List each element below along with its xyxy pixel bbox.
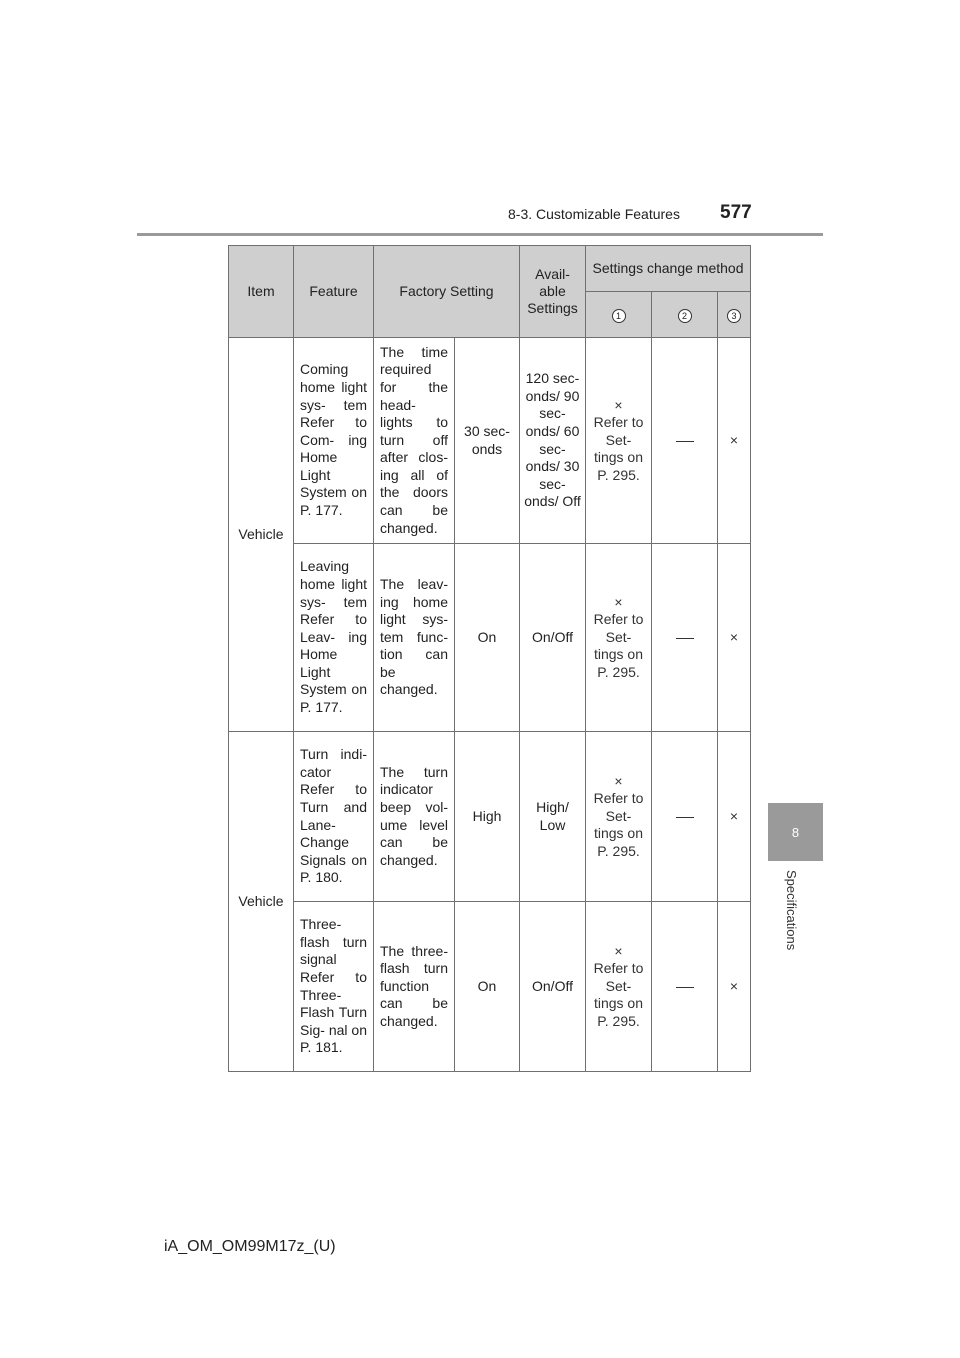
method-3-cell: × [718, 544, 751, 732]
col-header-item: Item [229, 246, 294, 338]
table-row [229, 338, 751, 544]
method-1-cell [586, 732, 652, 902]
method-3-cell: × [718, 732, 751, 902]
feature-name: Leaving home light sys- tem Refer to Leav- ing Home Light System on P. 177. [294, 544, 374, 732]
available-settings: On/Off [520, 902, 586, 1072]
available-settings: High/ Low [520, 732, 586, 902]
item-cell: Vehicle [229, 732, 294, 1072]
col-header-method-1 [586, 292, 652, 338]
dash-icon [676, 817, 694, 818]
chapter-tab[interactable] [768, 803, 823, 861]
col-header-factory-setting: Factory Setting [374, 246, 520, 338]
factory-setting: On [455, 902, 520, 1072]
chapter-label [784, 870, 815, 970]
feature-name: Coming home light sys- tem Refer to Com- ing Home Light System on P. 177. [294, 338, 374, 544]
method-2-cell [652, 902, 718, 1072]
method-3-cell: × [718, 338, 751, 544]
cross-mark-icon: × [614, 593, 623, 610]
dash-icon [676, 441, 694, 442]
cross-mark-icon: × [614, 396, 623, 413]
header-divider [137, 233, 823, 236]
available-settings: 120 sec- onds/ 90 sec- onds/ 60 sec- onds/ 30 sec- onds/ Off [520, 338, 586, 544]
cross-mark-icon: × [614, 942, 623, 959]
method-1-reference: Refer to Set- tings on P. 295. [593, 790, 644, 859]
circled-3-icon: 3 [727, 309, 741, 323]
col-header-settings-change-method: Settings change method [586, 246, 751, 292]
factory-setting: 30 sec- onds [455, 338, 520, 544]
cross-mark-icon: × [614, 772, 623, 789]
factory-setting: High [455, 732, 520, 902]
method-3-cell: × [718, 902, 751, 1072]
chapter-number: 8 [791, 824, 800, 840]
method-2-cell [652, 732, 718, 902]
feature-description: The three- flash turn function can be changed. [374, 902, 455, 1072]
dash-icon [676, 987, 694, 988]
method-1-cell [586, 544, 652, 732]
available-settings: On/Off [520, 544, 586, 732]
factory-setting: On [455, 544, 520, 732]
chapter-title: Specifications [784, 870, 799, 951]
feature-description: The time required for the head- lights to turn off after clos- ing all of the doors can be changed. [374, 338, 455, 544]
feature-description: The leav- ing home light sys- tem func- tion can be changed. [374, 544, 455, 732]
table-row [229, 544, 751, 732]
method-2-cell [652, 544, 718, 732]
method-1-cell [586, 902, 652, 1072]
page-number: 577 [720, 202, 752, 223]
col-header-method-3 [718, 292, 751, 338]
col-header-available-settings: Avail- able Settings [520, 246, 586, 338]
col-header-feature: Feature [294, 246, 374, 338]
circled-1-icon: 1 [612, 309, 626, 323]
method-1-reference: Refer to Set- tings on P. 295. [593, 611, 644, 680]
item-cell: Vehicle [229, 338, 294, 732]
col-header-method-2 [652, 292, 718, 338]
table-row [229, 902, 751, 1072]
customization-table [228, 245, 751, 1072]
feature-name: Three- flash turn signal Refer to Three- Flash Turn Sig- nal on P. 181. [294, 902, 374, 1072]
dash-icon [676, 638, 694, 639]
method-1-reference: Refer to Set- tings on P. 295. [593, 960, 644, 1029]
section-title: 8-3. Customizable Features [508, 206, 680, 222]
feature-name: Turn indi- cator Refer to Turn and Lane- Change Signals on P. 180. [294, 732, 374, 902]
document-code: iA_OM_OM99M17z_(U) [164, 1238, 336, 1255]
table-row [229, 732, 751, 902]
method-2-cell [652, 338, 718, 544]
method-1-cell [586, 338, 652, 544]
feature-description: The turn indicator beep vol- ume level can be changed. [374, 732, 455, 902]
circled-2-icon: 2 [678, 309, 692, 323]
method-1-reference: Refer to Set- tings on P. 295. [593, 414, 644, 483]
